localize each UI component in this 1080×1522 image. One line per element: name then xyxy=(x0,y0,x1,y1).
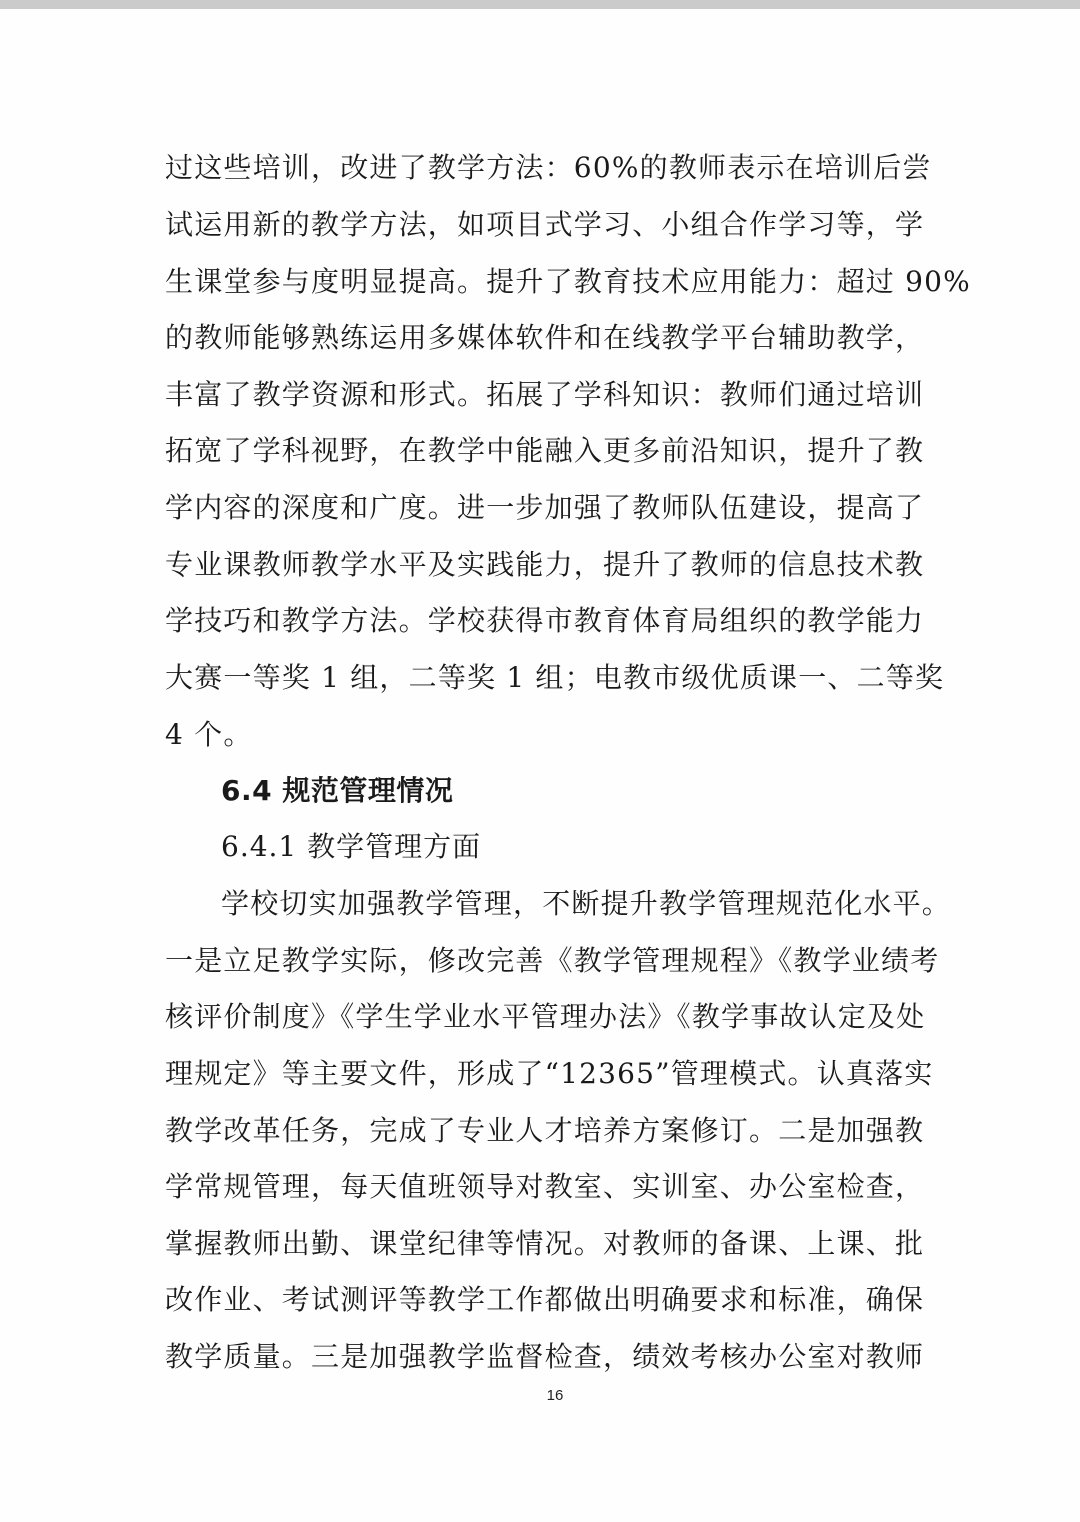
text-line: 专业课教师教学水平及实践能力，提升了教师的信息技术教 xyxy=(165,548,925,581)
page-number: 16 xyxy=(546,1387,564,1404)
text-line: 的教师能够熟练运用多媒体软件和在线教学平台辅助教学， xyxy=(165,321,925,354)
text-line: 学常规管理，每天值班领导对教室、实训室、办公室检查， xyxy=(165,1170,925,1203)
text-line: 拓宽了学科视野，在教学中能融入更多前沿知识，提升了教 xyxy=(165,434,925,467)
text-line: 过这些培训，改进了教学方法：60%的教师表示在培训后尝 xyxy=(165,151,932,184)
text-line: 大赛一等奖 1 组，二等奖 1 组；电教市级优质课一、二等奖 xyxy=(165,661,945,694)
text-line: 改作业、考试测评等教学工作都做出明确要求和标准，确保 xyxy=(165,1283,925,1316)
text-line: 丰富了教学资源和形式。拓展了学科知识：教师们通过培训 xyxy=(165,378,925,411)
section-heading: 6.4 规范管理情况 xyxy=(221,774,454,807)
text-line: 学技巧和教学方法。学校获得市教育体育局组织的教学能力 xyxy=(165,604,925,637)
text-line: 掌握教师出勤、课堂纪律等情况。对教师的备课、上课、批 xyxy=(165,1227,925,1260)
text-line: 理规定》等主要文件，形成了“12365”管理模式。认真落实 xyxy=(165,1057,934,1090)
text-line: 学内容的深度和广度。进一步加强了教师队伍建设，提高了 xyxy=(165,491,925,524)
viewer-top-band xyxy=(0,0,1080,9)
text-line: 试运用新的教学方法，如项目式学习、小组合作学习等，学 xyxy=(165,208,925,241)
text-line: 4 个。 xyxy=(165,718,253,751)
text-line: 学校切实加强教学管理，不断提升教学管理规范化水平。 xyxy=(221,887,952,920)
text-line: 教学改革任务，完成了专业人才培养方案修订。二是加强教 xyxy=(165,1114,925,1147)
text-line: 核评价制度》《学生学业水平管理办法》《教学事故认定及处 xyxy=(165,1000,926,1033)
text-line: 一是立足教学实际，修改完善《教学管理规程》《教学业绩考 xyxy=(165,944,940,977)
subsection-heading: 6.4.1 教学管理方面 xyxy=(221,830,482,863)
text-line: 教学质量。三是加强教学监督检查，绩效考核办公室对教师 xyxy=(165,1340,925,1373)
text-line: 生课堂参与度明显提高。提升了教育技术应用能力：超过 90% xyxy=(165,265,971,298)
